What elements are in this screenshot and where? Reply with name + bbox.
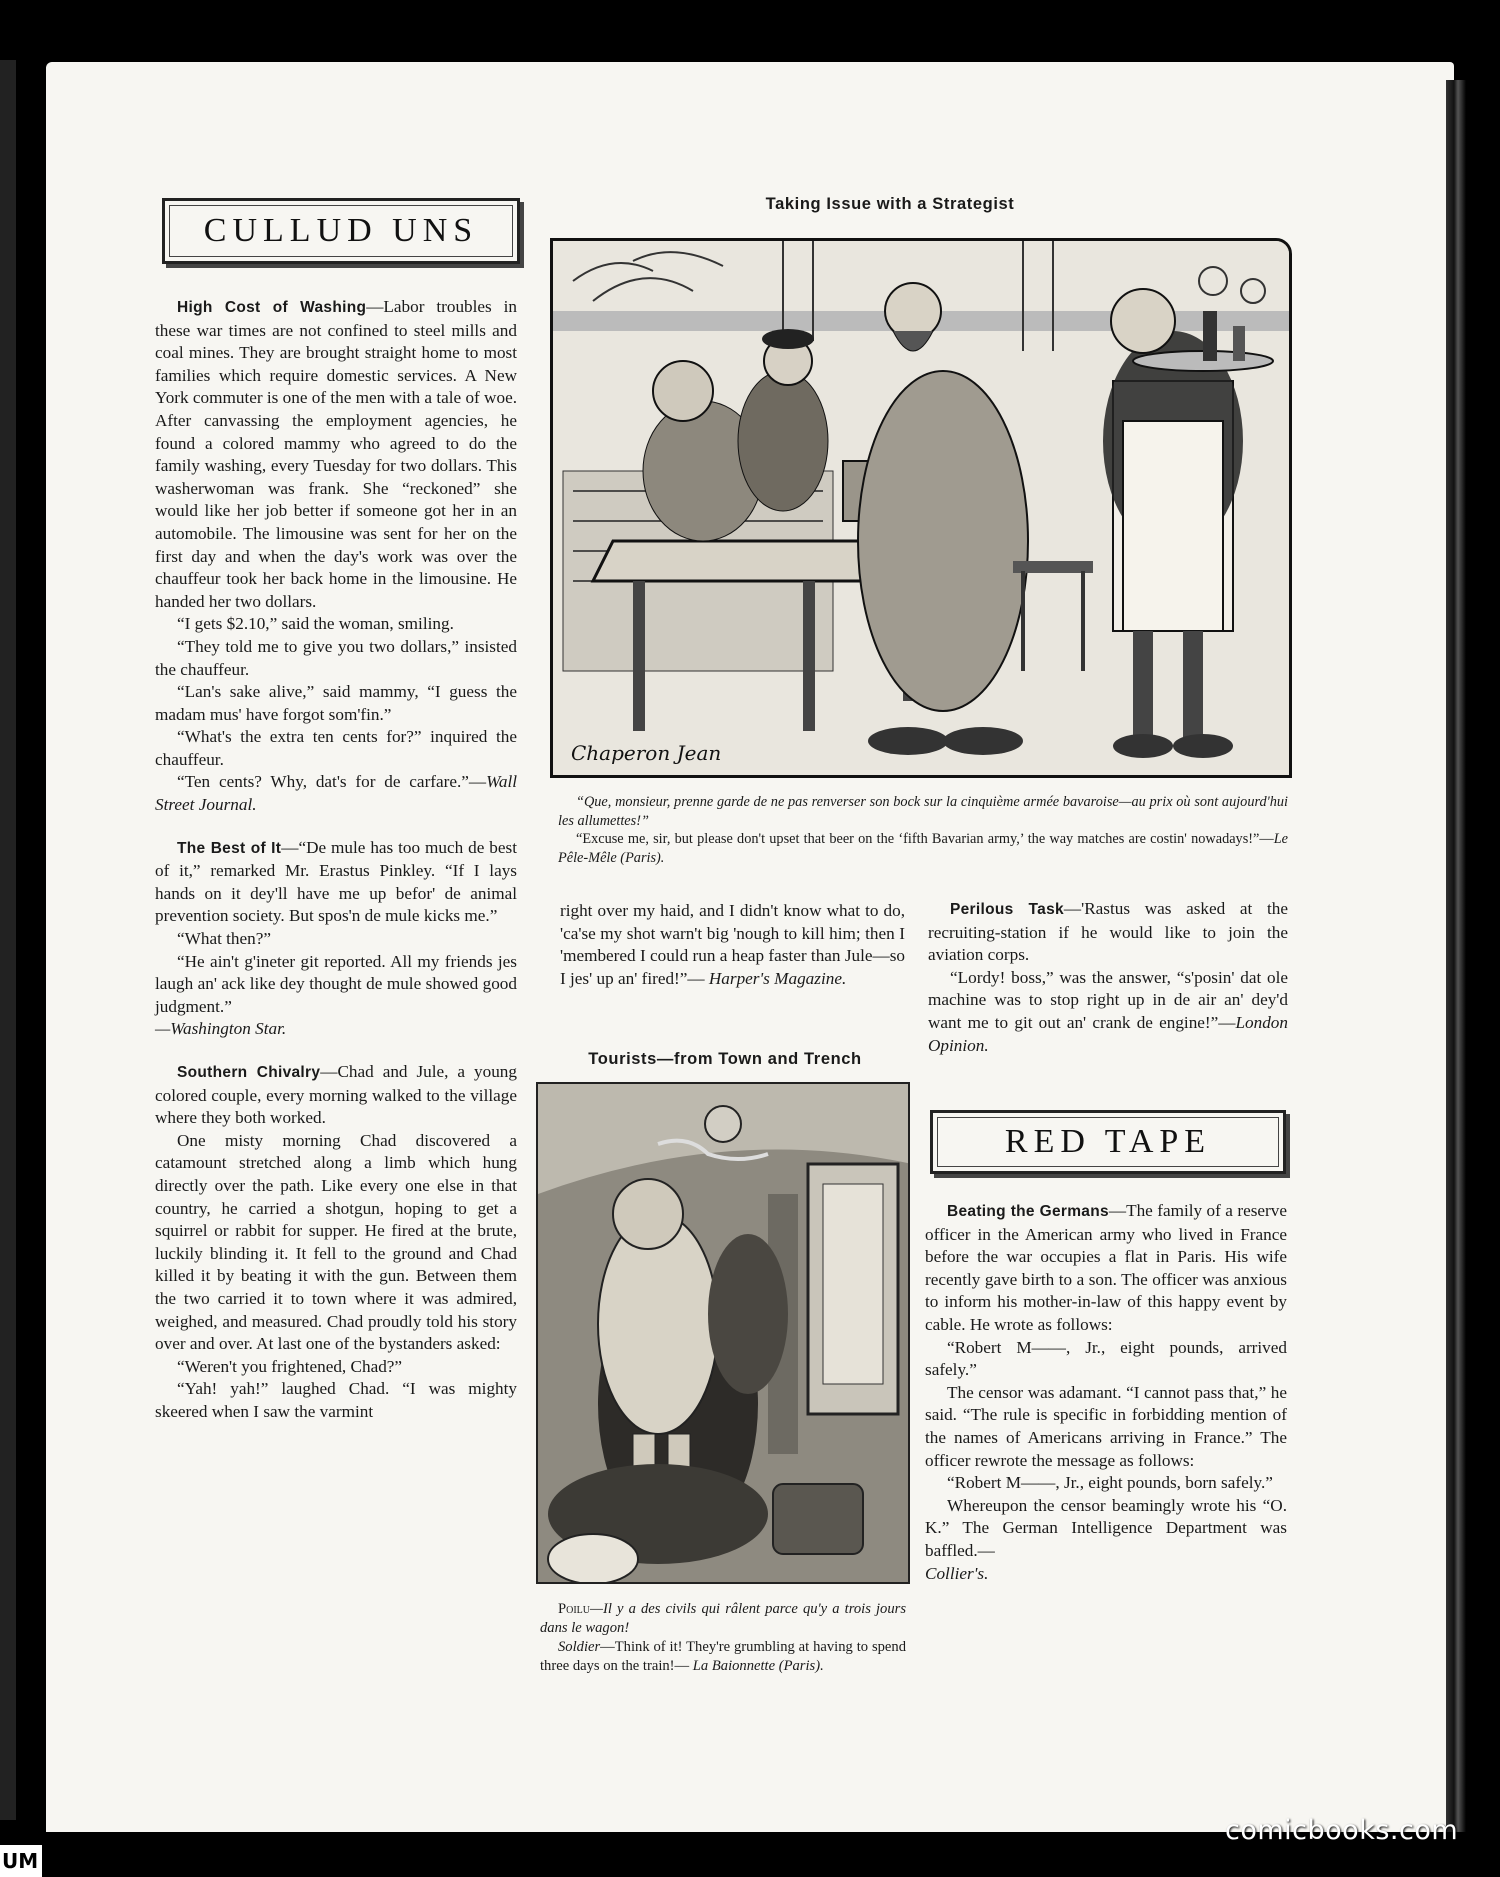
- best-p2: “What then?”: [177, 929, 271, 949]
- perilous-lead: Perilous Task: [950, 901, 1064, 918]
- tourists-source: La Baionnette (Paris).: [692, 1658, 824, 1674]
- tourists-speaker1: Poilu: [558, 1601, 590, 1617]
- page-right-edge: [1446, 80, 1466, 1840]
- cafe-scene-drawing: [553, 241, 1292, 778]
- corner-tag: UM: [0, 1845, 42, 1877]
- train-corridor-drawing: [538, 1084, 910, 1584]
- tourists-caption: [540, 1600, 906, 1676]
- washing-lead: High Cost of Washing: [177, 299, 367, 316]
- red-tape-text: —The family of a reserve officer in the American army who lived in France before the war occupies a flat in Paris. His wife recently gave birth to a son. The officer was anxious to inform his mother-in-law of this happy event by cable. He wrote as follows:: [925, 1201, 1287, 1334]
- chivalry-source: Harper's Magazine.: [708, 968, 847, 988]
- chivalry-p3: “Weren't you frightened, Chad?”: [177, 1356, 403, 1376]
- washing-p4: “Lan's sake alive,” said mammy, “I guess the madam mus' have forgot som'fin.”: [155, 682, 517, 724]
- red-tape-source: Collier's.: [925, 1563, 989, 1583]
- red-tape-lead: Beating the Germans: [947, 1203, 1109, 1220]
- tourists-line2: —Think of it! They're grumbling at having to spend three days on the train!—: [540, 1639, 906, 1674]
- best-p3: “He ain't g'ineter git reported. All my friends jes laugh an' ack like dey thought de mule showed good judgment.”: [155, 951, 517, 1016]
- strategist-illustration: [550, 238, 1292, 778]
- perilous-p2: “Lordy! boss,” was the answer, “s'posin' dat ole machine was to stop right up in de air an' dey'd want me to git out an' crank de engine!”—: [928, 967, 1288, 1032]
- washing-p6: “Ten cents? Why, dat's for de carfare.”—: [177, 772, 487, 792]
- tourists-line1: —Il y a des civils qui râlent parce qu'y a trois jours dans le wagon!: [540, 1601, 906, 1636]
- best-text: —“De mule has too much de best of it,” remarked Mr. Erastus Pinkley. “If I lays hands on it dey'll have me up befor' de animal prevention society. But spos'n de mule kicks me.”: [155, 837, 517, 926]
- cullud-uns-heading: [162, 198, 520, 264]
- red-tape-p3: The censor was adamant. “I cannot pass that,” he said. “The rule is specific in forbidding mention of the names of Americans arriving in France.” The officer rewrote the message as follows:: [925, 1382, 1287, 1470]
- left-column: [155, 296, 517, 1424]
- chivalry-cont: right over my haid, and I didn't know what to do, 'ca'se my shot warn't big 'nough to kill him; then I 'membered I could run a heap faster than Jule—so I jes' up an' fired!”—: [560, 901, 905, 988]
- red-tape-p2: “Robert M——, Jr., eight pounds, arrived safely.”: [925, 1337, 1287, 1380]
- strategist-caption-fr: “Que, monsieur, prenne garde de ne pas renverser son bock sur la cinquième armée bavaroise—au prix où sont aujourd'hui les allumettes!”: [558, 794, 1288, 829]
- tourists-speaker2: Soldier: [558, 1639, 601, 1655]
- tourists-title: Tourists—from Town and Trench: [588, 1050, 862, 1068]
- strategist-title: Taking Issue with a Strategist: [765, 195, 1015, 213]
- strategist-caption-en: “Excuse me, sir, but please don't upset that beer on the ‘fifth Bavarian army,’ the way matches are costin' nowadays!”—: [576, 831, 1274, 847]
- washing-source: Wall Street Journal.: [155, 772, 517, 815]
- perilous-text: —'Rastus was asked at the recruiting-station if he would like to join the aviation corps.: [928, 899, 1288, 965]
- red-tape-heading: [930, 1110, 1286, 1174]
- strategist-caption: [558, 793, 1288, 867]
- chivalry-p4: “Yah! yah!” laughed Chad. “I was mighty skeered when I saw the varmint: [155, 1379, 517, 1421]
- red-tape-p5: Whereupon the censor beamingly wrote his “O. K.” The German Intelligence Department was baffled.—: [925, 1495, 1287, 1560]
- red-tape-heading-text: RED TAPE: [1004, 1123, 1212, 1160]
- right-column-top: [928, 898, 1288, 1057]
- best-lead: The Best of It: [177, 839, 282, 857]
- middle-column: [560, 900, 905, 990]
- cullud-uns-heading-text: CULLUD UNS: [203, 212, 479, 249]
- chivalry-text: —Chad and Jule, a young colored couple, every morning walked to the village where they both worked.: [155, 1062, 517, 1128]
- chivalry-lead: Southern Chivalry: [177, 1064, 321, 1081]
- washing-p5: “What's the extra ten cents for?” inquired the chauffeur.: [155, 727, 517, 769]
- washing-text: —Labor troubles in these war times are not confined to steel mills and coal mines. They are brought straight home to most families which require domestic services. A New York commuter is one of the men with a tale of woe. After canvassing the employment agencies, he found a colored mammy who agreed to do the family washing, every Tuesday for two dollars. This washerwoman was frank. She “reckoned” she would like her job better if someone got her in an automobile. The limousine was sent for her on the first day and when the day's work was over the chauffeur took her back home in the limousine. He handed her two dollars.: [155, 297, 517, 611]
- strategist-caption-source: Le Pêle-Mêle (Paris).: [558, 831, 1288, 866]
- red-tape-p4: “Robert M——, Jr., eight pounds, born safely.”: [947, 1473, 1273, 1493]
- perilous-source: London Opinion.: [928, 1012, 1288, 1055]
- washing-p2: “I gets $2.10,” said the woman, smiling.: [177, 614, 454, 634]
- tourists-illustration: [536, 1082, 910, 1584]
- chivalry-p2: One misty morning Chad discovered a catamount stretched along a limb which hung directly over the path. Like every one else in that country, he carried a shotgun, hoping to get a squirrel or rabbit for supper. He fired at the brute, luckily blinding it. It fell to the ground and Chad killed it by beating it with the gun. Between them the two carried it to town where it was admired, weighed, and measured. Chad proudly told his story over and over. At last one of the bystanders asked:: [155, 1130, 517, 1354]
- right-column-bottom: [925, 1200, 1287, 1585]
- cartoon-signature: Chaperon Jean: [571, 741, 722, 765]
- best-source: —Washington Star.: [155, 1019, 287, 1039]
- washing-p3: “They told me to give you two dollars,” insisted the chauffeur.: [155, 636, 517, 679]
- scan-binding-strip: [0, 60, 16, 1820]
- site-watermark: comicbooks.com: [1225, 1815, 1459, 1846]
